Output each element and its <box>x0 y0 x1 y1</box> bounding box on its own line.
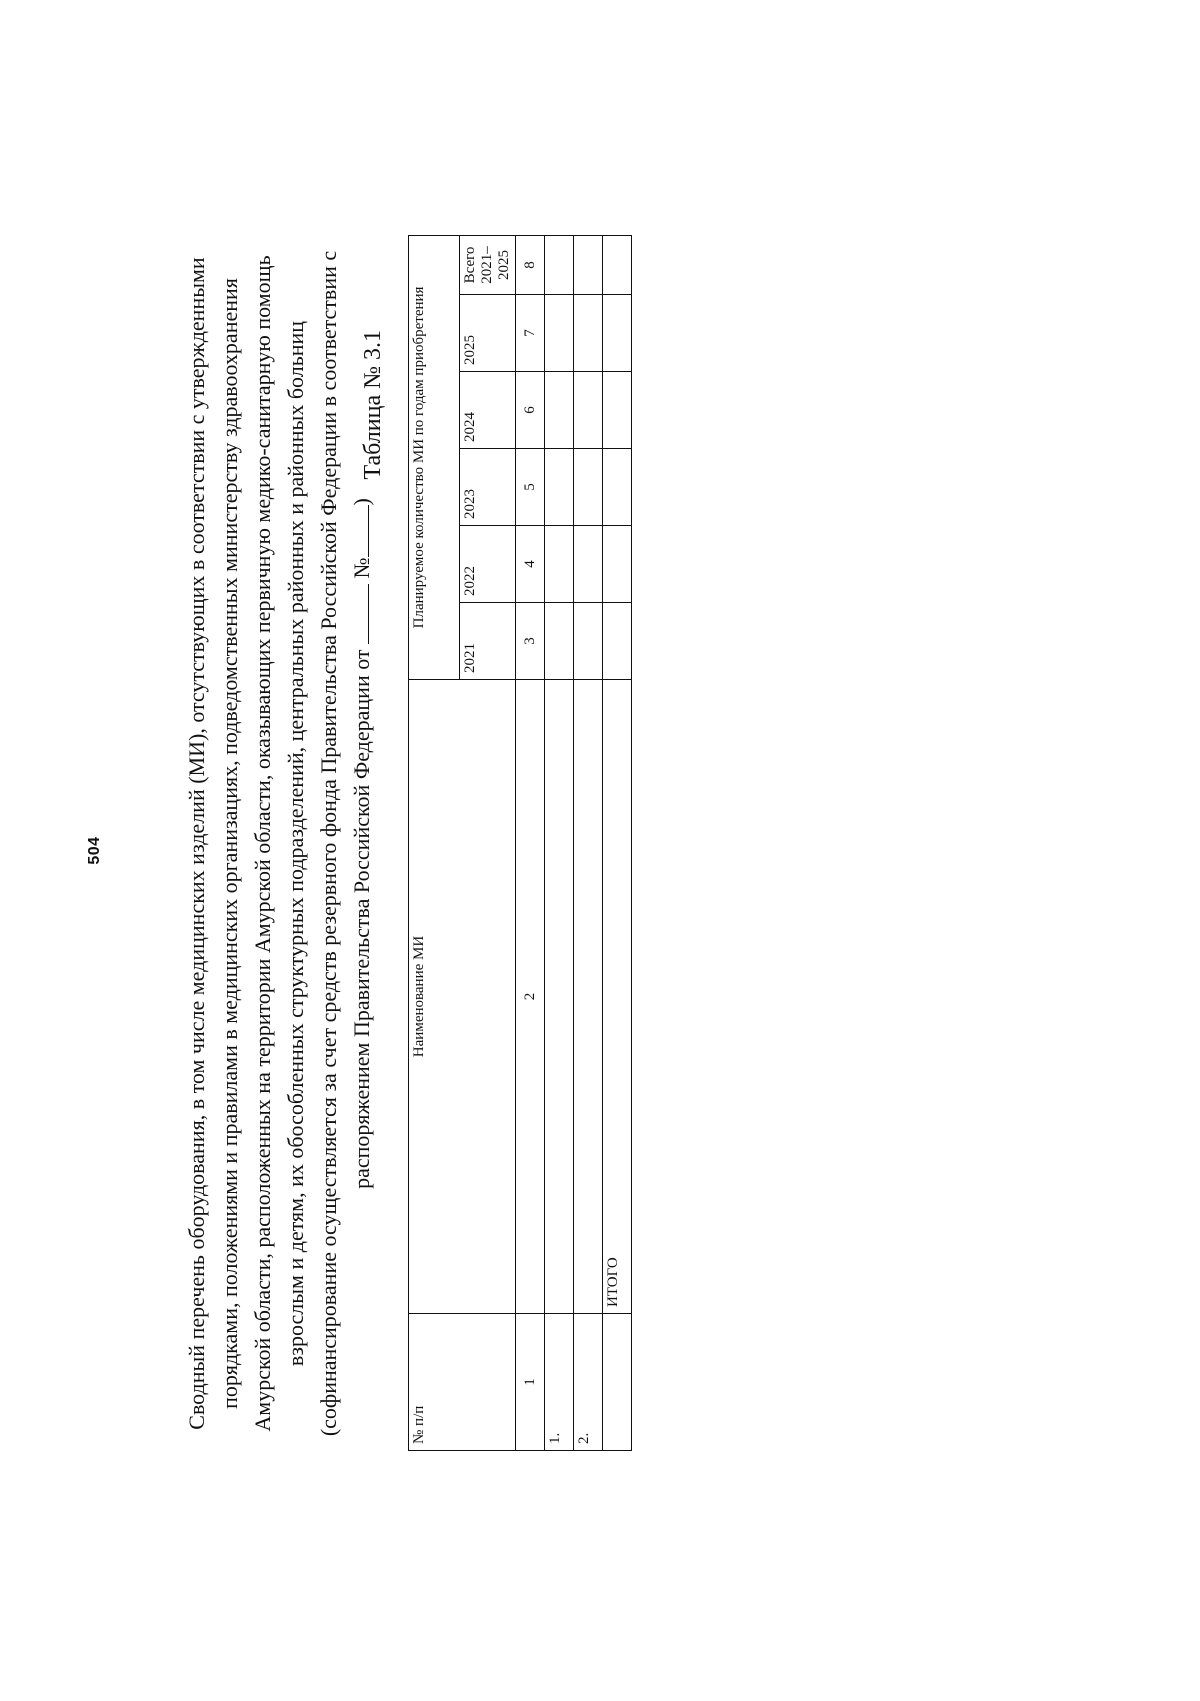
row-number: 1. <box>545 1314 574 1451</box>
total-cell <box>603 295 632 372</box>
table-row <box>574 235 603 1450</box>
heading-line-4: взрослым и детям, их обособленных структурных подразделений, центральных районных и районных больниц <box>283 320 308 1367</box>
heading-line-1: Сводный перечень оборудования, в том числе медицинских изделий (МИ), отсутствующих в соответствии с утвержденными <box>184 257 209 1430</box>
row-cell <box>545 235 574 294</box>
year-header-2025: 2025 <box>460 295 516 372</box>
heading-line-5: (софинансирование осуществляется за счет средств резервного фонда Правительства Российской Федерации в соответствии с <box>316 250 341 1437</box>
total-cell <box>603 603 632 680</box>
col-name-header: Наименование МИ <box>409 680 516 1314</box>
row-cell <box>545 449 574 526</box>
total-years-header: Всего 2021–2025 <box>460 235 516 294</box>
equipment-table <box>408 235 632 1451</box>
table-caption: Таблица № 3.1 <box>360 330 386 480</box>
row-cell <box>574 526 603 603</box>
row-name <box>574 680 603 1314</box>
total-row-number-cell <box>603 1314 632 1451</box>
column-number-7: 7 <box>516 295 545 372</box>
closing-paren: ) <box>349 498 374 506</box>
year-header-2024: 2024 <box>460 372 516 449</box>
heading-line-3: Амурской области, расположенных на территории Амурской области, оказывающих первичную медико-санитарную помощь <box>250 255 275 1432</box>
column-number-1: 1 <box>516 1314 545 1451</box>
year-header-2021: 2021 <box>460 603 516 680</box>
row-cell <box>545 295 574 372</box>
heading-line-2: порядками, положениями и правилами в медицинских организациях, подведомственных министерству здравоохранения <box>217 278 242 1409</box>
column-number-5: 5 <box>516 449 545 526</box>
row-cell <box>574 235 603 294</box>
row-cell <box>574 603 603 680</box>
column-number-6: 6 <box>516 372 545 449</box>
number-blank <box>348 505 369 557</box>
column-number-3: 3 <box>516 603 545 680</box>
date-blank <box>348 584 369 644</box>
total-cell <box>603 372 632 449</box>
row-cell <box>545 526 574 603</box>
document-heading <box>180 236 378 1451</box>
total-cell <box>603 449 632 526</box>
row-cell <box>545 603 574 680</box>
column-number-2: 2 <box>516 680 545 1314</box>
year-header-2022: 2022 <box>460 526 516 603</box>
total-cell <box>603 235 632 294</box>
row-number: 2. <box>574 1314 603 1451</box>
total-cell <box>603 526 632 603</box>
column-number-8: 8 <box>516 235 545 294</box>
total-row-label: ИТОГО <box>603 680 632 1314</box>
number-sign: № <box>349 557 374 579</box>
table-header-row-1 <box>409 235 460 1450</box>
row-cell <box>545 372 574 449</box>
row-cell <box>574 295 603 372</box>
total-row <box>603 235 632 1450</box>
row-cell <box>574 372 603 449</box>
row-name <box>545 680 574 1314</box>
planned-quantity-header: Планируемое количество МИ по годам приобретения <box>409 235 460 679</box>
heading-line-6-prefix: распоряжением Правительства Российской Федерации от <box>349 649 374 1189</box>
row-cell <box>574 449 603 526</box>
table-row <box>545 235 574 1450</box>
column-number-4: 4 <box>516 526 545 603</box>
column-number-row <box>516 235 545 1450</box>
year-header-2023: 2023 <box>460 449 516 526</box>
page-number: 504 <box>86 836 103 865</box>
col-number-header: № п/п <box>409 1314 516 1451</box>
